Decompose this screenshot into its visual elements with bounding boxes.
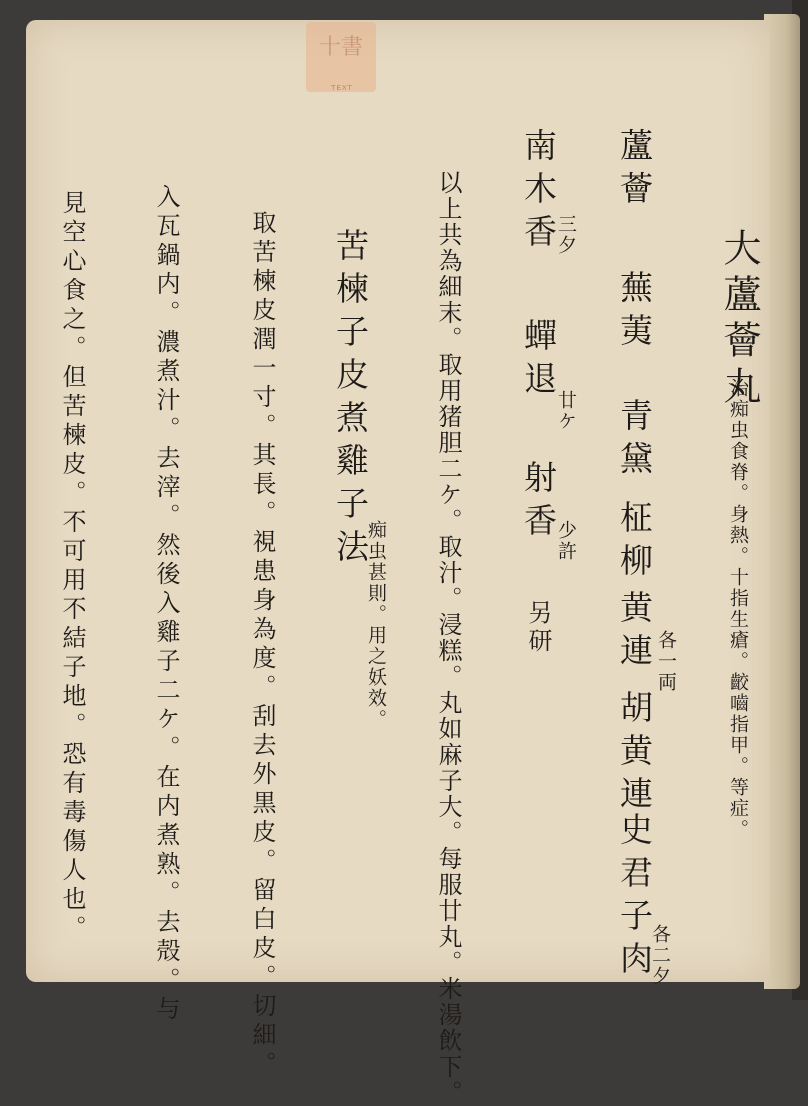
method-text-3: 見空心食之。但苦楝皮。不可用不結子地。恐有毒傷人也。 xyxy=(58,190,86,944)
library-seal xyxy=(306,22,376,92)
ingredient-luhui: 蘆薈 xyxy=(615,128,654,214)
seal-caption: TEXT xyxy=(331,84,353,92)
ingredient-huanglian: 黄連 xyxy=(615,590,654,676)
ingredient-shijunzi: 史君子肉 xyxy=(615,812,654,984)
method-text-2: 入瓦鍋内。濃煮汁。去滓。然後入雞子二ケ。在内煮熟。去殻。与 xyxy=(152,184,180,1025)
manuscript-page xyxy=(26,20,770,982)
method-title: 苦楝子皮煮雞子法 xyxy=(331,228,370,572)
ingredient-chantui: 蟬退 xyxy=(519,318,558,404)
preparation-text: 以上共為細末。取用猪胆二ケ。取汁。浸糕。丸如麻子大。每服廿丸。米湯飲下。 xyxy=(434,170,462,1106)
ingredient-qingdai: 青黛 xyxy=(615,398,654,484)
ingredient-liu: 柾柳 xyxy=(615,500,654,586)
dosage-note: 三夕 xyxy=(555,214,577,256)
ingredient-wuyi: 蕪荑 xyxy=(615,270,654,356)
method-text-1: 取苦楝皮潤一寸。其長。視患身為度。刮去外黒皮。留白皮。切細。 xyxy=(248,210,276,1080)
dosage-note: 少許 xyxy=(555,520,577,562)
recipe-indication: 治痴虫食脊。身熱。十指生瘡。齩嚙指甲。等症。 xyxy=(727,378,749,840)
dosage-note: 各一両 xyxy=(655,630,677,693)
recipe-title: 大蘆薈丸 xyxy=(717,228,761,412)
dosage-note: 各二夕 xyxy=(649,924,671,987)
dosage-note: 廿ケ xyxy=(555,390,577,432)
ingredient-nanmuxiang: 南木香 xyxy=(519,128,558,257)
ingredient-huhuanglian: 胡黄連 xyxy=(615,690,654,819)
prep-note: 另研 xyxy=(524,600,552,656)
method-note: 痴虫甚則。用之妖效。 xyxy=(365,520,387,730)
seal-text: 十書 xyxy=(318,35,363,60)
ingredient-shexiang: 射香 xyxy=(519,460,558,546)
